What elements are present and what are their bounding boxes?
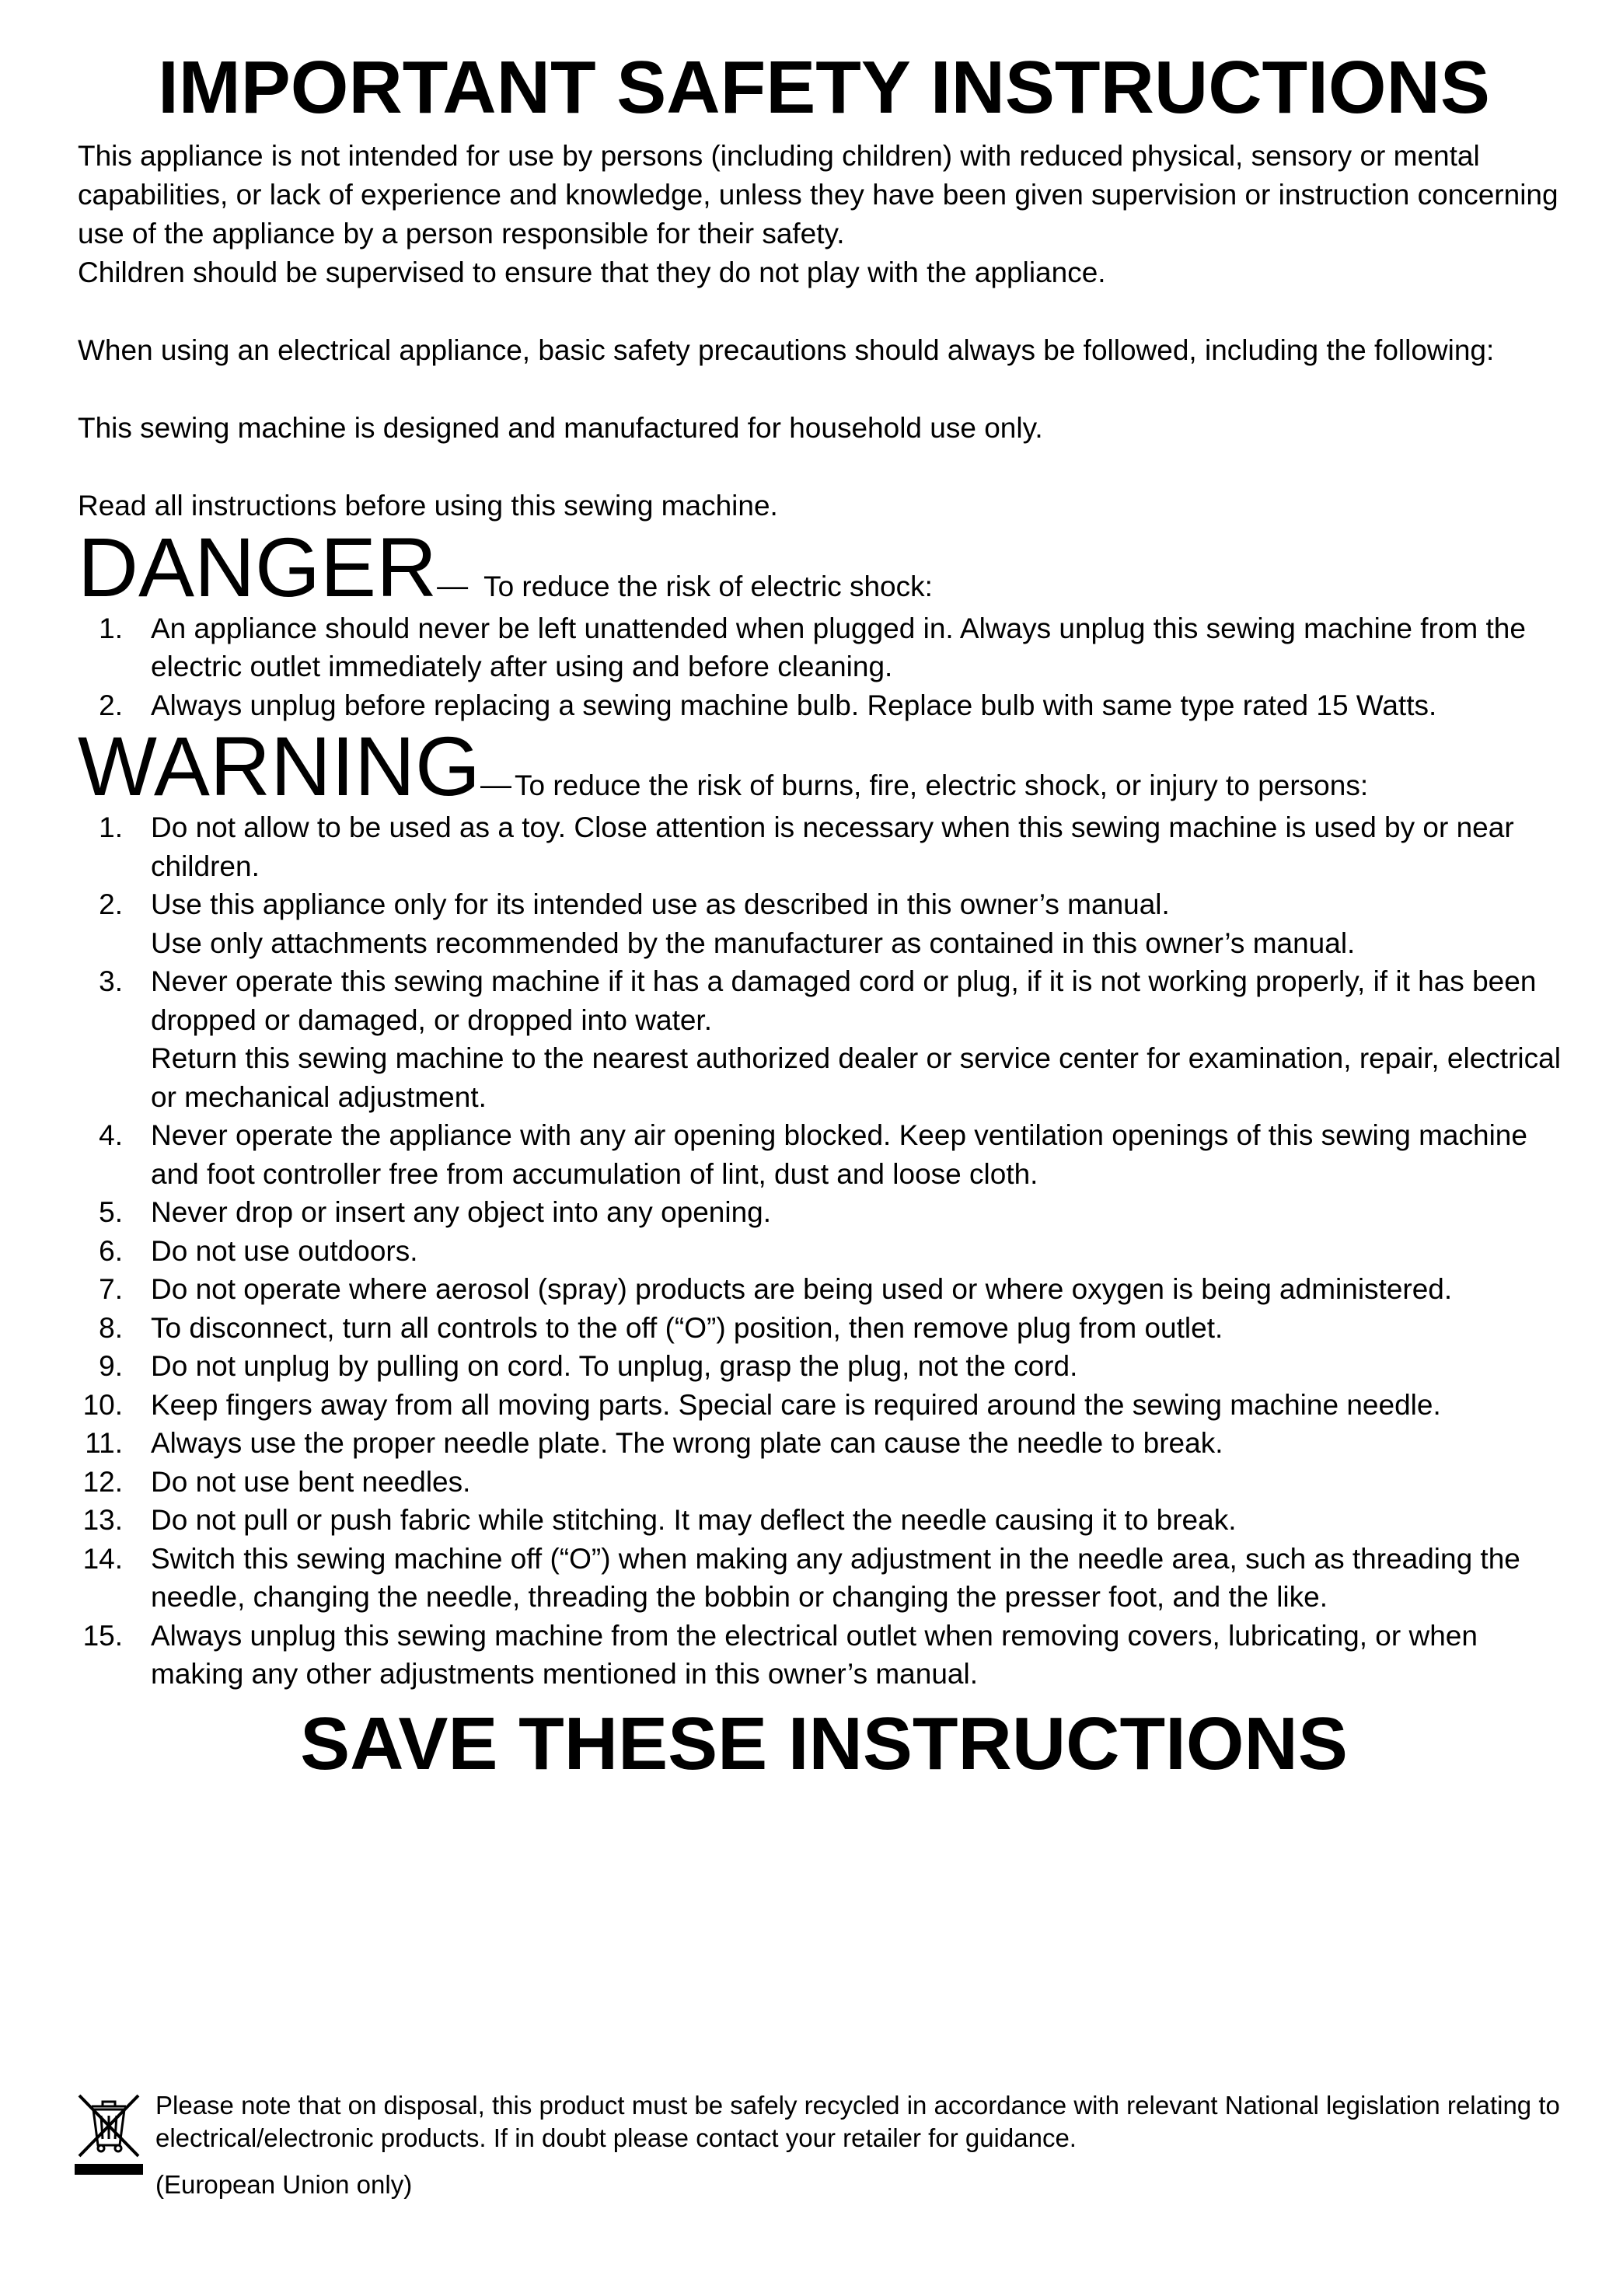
warning-item: 14. Switch this sewing machine off (“O”) when making any adjustment in the needle area, such as threading the needle, changing the needle, threading the bobbin or changing the presser foot, and the like. [82, 1542, 1520, 1614]
danger-item: 1. An appliance should never be left unattended when plugged in. Always unplug this sewing machine from the electric outlet immediately after using and before cleaning. [99, 612, 1526, 683]
warning-item: 8. To disconnect, turn all controls to the off (“O”) position, then remove plug from outlet. [99, 1311, 1223, 1344]
warning-item: 3. Never operate this sewing machine if it has a damaged cord or plug, if it is not working properly, if it has been dropped or damaged, or dropped into water. Return this sewing machine to the nearest authorized dealer or service center for examination, repair, electrical or mechanical adjustment. [99, 965, 1561, 1113]
warning-item: 12. Do not use bent needles. [82, 1465, 471, 1498]
warning-item: 13. Do not pull or push fabric while stitching. It may deflect the needle causing it to break. [82, 1504, 1237, 1537]
crossed-out-wheelie-bin-icon [75, 2089, 143, 2175]
intro-paragraph-3: When using an electrical appliance, basic safety precautions should always be followed, including the following: [78, 333, 1495, 366]
warning-item: 9. Do not unplug by pulling on cord. To unplug, grasp the plug, not the cord. [99, 1350, 1078, 1383]
warning-item: 5. Never drop or insert any object into any opening. [99, 1196, 772, 1229]
warning-dash: — [480, 768, 511, 803]
intro-paragraph-4: This sewing machine is designed and manufactured for household use only. [78, 411, 1043, 444]
intro-paragraph-1: This appliance is not intended for use by persons (including children) with reduced physical, sensory or mental capabilities, or lack of experience and knowledge, unless they have been given supervision or instruction concerning use of the appliance by a person responsible for their safety. [78, 139, 1558, 249]
save-instructions-heading: SAVE THESE INSTRUCTIONS [300, 1701, 1348, 1785]
warning-item: 11. Always use the proper needle plate. The wrong plate can cause the needle to break. [85, 1427, 1223, 1460]
warning-list [78, 808, 1570, 1694]
warning-item: 15. Always unplug this sewing machine from the electrical outlet when removing covers, lubricating, or when making any other adjustments mentioned in this owner’s manual. [82, 1619, 1478, 1691]
disposal-text: Please note that on disposal, this product must be safely recycled in accordance with relevant National legislation relating to electrical/electronic products. If in doubt please contact your retailer for guidance. [155, 2091, 1560, 2152]
warning-item: 7. Do not operate where aerosol (spray) products are being used or where oxygen is being administered. [99, 1273, 1453, 1306]
danger-heading [78, 519, 1570, 614]
warning-word: WARNING [78, 719, 480, 814]
warning-item: 10. Keep fingers away from all moving parts. Special care is required around the sewing machine needle. [82, 1388, 1441, 1421]
page-title: IMPORTANT SAFETY INSTRUCTIONS [158, 46, 1490, 129]
intro-paragraph-5: Read all instructions before using this sewing machine. [78, 489, 778, 522]
danger-word: DANGER [78, 519, 438, 614]
danger-item: 2. Always unplug before replacing a sewing machine bulb. Replace bulb with same type rated 15 Watts. [99, 689, 1437, 721]
warning-item: 6. Do not use outdoors. [99, 1234, 418, 1267]
warning-item: 2. Use this appliance only for its intended use as described in this owner’s manual. Use only attachments recommended by the manufacturer as contained in this owner’s manual. [99, 888, 1356, 959]
warning-heading [78, 719, 1570, 814]
warning-item: 4. Never operate the appliance with any air opening blocked. Keep ventilation openings of this sewing machine and foot controller free from accumulation of lint, dust and loose cloth. [99, 1119, 1527, 1190]
danger-dash: — [437, 568, 469, 603]
document-page [78, 31, 1570, 1785]
danger-list [78, 609, 1570, 725]
danger-subtitle: To reduce the risk of electric shock: [483, 570, 933, 602]
warning-subtitle: To reduce the risk of burns, fire, electric shock, or injury to persons: [514, 769, 1369, 802]
warning-item: 1. Do not allow to be used as a toy. Close attention is necessary when this sewing machine is used by or near children. [99, 811, 1514, 882]
intro-paragraph-2: Children should be supervised to ensure that they do not play with the appliance. [78, 256, 1106, 288]
disposal-text-block [155, 2089, 1570, 2201]
european-union-note: (European Union only) [155, 2170, 413, 2199]
